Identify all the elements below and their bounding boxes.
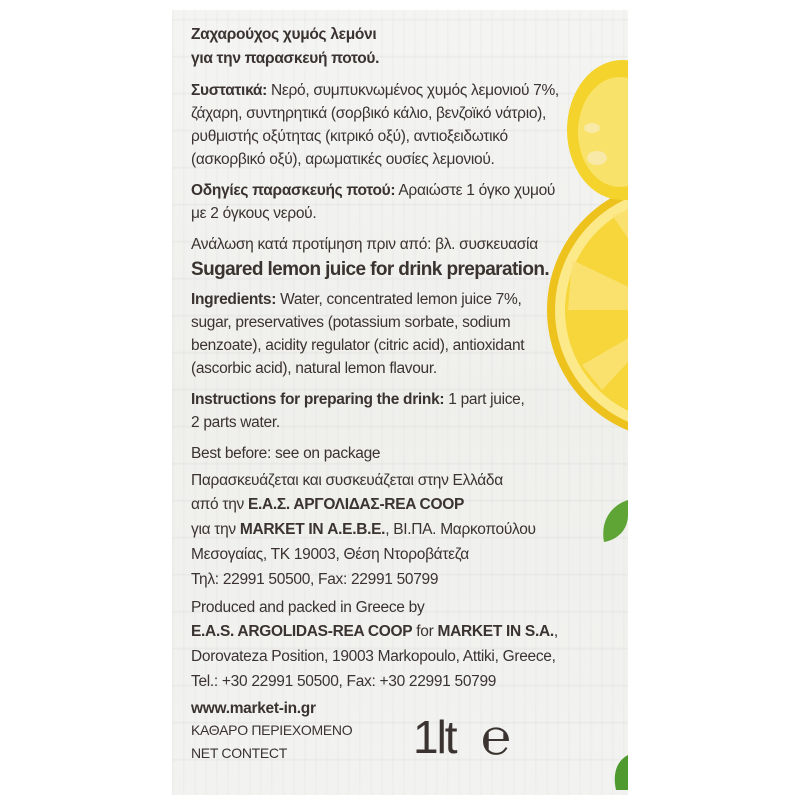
leaf-image-bottom bbox=[615, 755, 628, 790]
producer-english-line-2 bbox=[191, 623, 558, 641]
producer-english-line-2-suffix: , bbox=[553, 623, 558, 640]
greek-instructions-line-2: με 2 όγκους νερού. bbox=[191, 205, 317, 222]
label-panel bbox=[172, 10, 628, 795]
english-instructions-label: Instructions for preparing the drink: bbox=[191, 391, 445, 408]
greek-ingredients-label: Συστατικά: bbox=[191, 82, 267, 99]
greek-ingredients-line-4: (ασκορβικό οξύ), αρωματικές ουσίες λεμονιού. bbox=[191, 151, 495, 168]
producer-english-line-4: Tel.: +30 22991 50500, Fax: +30 22991 50799 bbox=[191, 673, 497, 690]
estimated-sign-icon: ℮ bbox=[481, 709, 512, 765]
english-instructions-line-1 bbox=[191, 391, 525, 409]
english-ingredients-label: Ingredients: bbox=[191, 291, 277, 308]
english-instructions-text: 1 part juice, bbox=[444, 391, 525, 408]
greek-ingredients-text: Νερό, συμπυκνωμένος χυμός λεμονιού 7%, bbox=[266, 82, 559, 99]
greek-instructions-line-1 bbox=[191, 182, 555, 200]
english-title: Sugared lemon juice for drink preparation. bbox=[191, 259, 550, 280]
producer-greek-line-3 bbox=[191, 521, 536, 539]
greek-best-before: Ανάλωση κατά προτίμηση πριν από: βλ. συσκευασία bbox=[191, 236, 538, 253]
net-content-greek: ΚΑΘΑΡΟ ΠΕΡΙΕΧΟΜΕΝΟ bbox=[191, 722, 353, 738]
english-ingredients-line-3: benzoate), acidity regulator (citric acid), antioxidant bbox=[191, 337, 525, 354]
english-ingredients-line-4: (ascorbic acid), natural lemon flavour. bbox=[191, 360, 437, 377]
producer-english-line-1: Produced and packed in Greece by bbox=[191, 599, 425, 616]
producer-greek-line-2 bbox=[191, 496, 464, 514]
producer-english-cooperative: E.A.S. ARGOLIDAS-REA COOP bbox=[191, 623, 413, 640]
producer-greek-line-1: Παρασκευάζεται και συσκευάζεται στην Ελλάδα bbox=[191, 472, 503, 489]
lemon-slice-image bbox=[547, 180, 628, 440]
net-content-volume: 1lt bbox=[413, 711, 456, 763]
producer-greek-line-2-prefix: από την bbox=[191, 496, 248, 513]
english-best-before: Best before: see on package bbox=[191, 445, 381, 462]
producer-english-line-3: Dorovateza Position, 19003 Markopoulo, Attiki, Greece, bbox=[191, 648, 556, 665]
producer-greek-company: MARKET IN Α.Ε.Β.Ε. bbox=[239, 521, 386, 538]
net-content-english: NET CONTECT bbox=[191, 745, 287, 761]
english-ingredients-text: Water, concentrated lemon juice 7%, bbox=[276, 291, 522, 308]
producer-greek-line-5: Τηλ: 22991 50500, Fax: 22991 50799 bbox=[191, 571, 439, 588]
lemon-wedge-image bbox=[567, 60, 628, 200]
greek-ingredients-line-3: ρυθμιστής οξύτητας (κιτρικό οξύ), αντιοξειδωτικό bbox=[191, 128, 508, 145]
producer-greek-line-3-prefix: για την bbox=[191, 521, 240, 538]
greek-instructions-text: Αραιώστε 1 όγκο χυμού bbox=[395, 182, 556, 199]
greek-instructions-label: Οδηγίες παρασκευής ποτού: bbox=[191, 182, 396, 199]
website-link[interactable]: www.market-in.gr bbox=[191, 700, 316, 717]
producer-greek-line-3-suffix: , ΒΙ.ΠΑ. Μαρκοπούλου bbox=[385, 521, 536, 538]
greek-ingredients-line-1 bbox=[191, 82, 559, 100]
greek-title-line-1: Ζαχαρούχος χυμός λεμόνι bbox=[191, 26, 377, 43]
greek-ingredients-line-2: ζάχαρη, συντηρητικά (σορβικό κάλιο, βενζοϊκό νάτριο), bbox=[191, 105, 547, 122]
producer-english-line-2-mid: for bbox=[412, 623, 438, 640]
english-instructions-line-2: 2 parts water. bbox=[191, 414, 280, 431]
leaf-image bbox=[603, 500, 628, 542]
producer-greek-line-4: Μεσογαίας, ΤΚ 19003, Θέση Ντοροβάτεζα bbox=[191, 546, 469, 563]
greek-title-line-2: για την παρασκευή ποτού. bbox=[191, 50, 380, 67]
producer-english-company: MARKET IN S.A. bbox=[437, 623, 554, 640]
english-ingredients-line-2: sugar, preservatives (potassium sorbate, sodium bbox=[191, 314, 511, 331]
english-ingredients-line-1 bbox=[191, 291, 521, 309]
producer-greek-cooperative: Ε.Α.Σ. ΑΡΓΟΛΙΔΑΣ-REA COOP bbox=[247, 496, 465, 513]
